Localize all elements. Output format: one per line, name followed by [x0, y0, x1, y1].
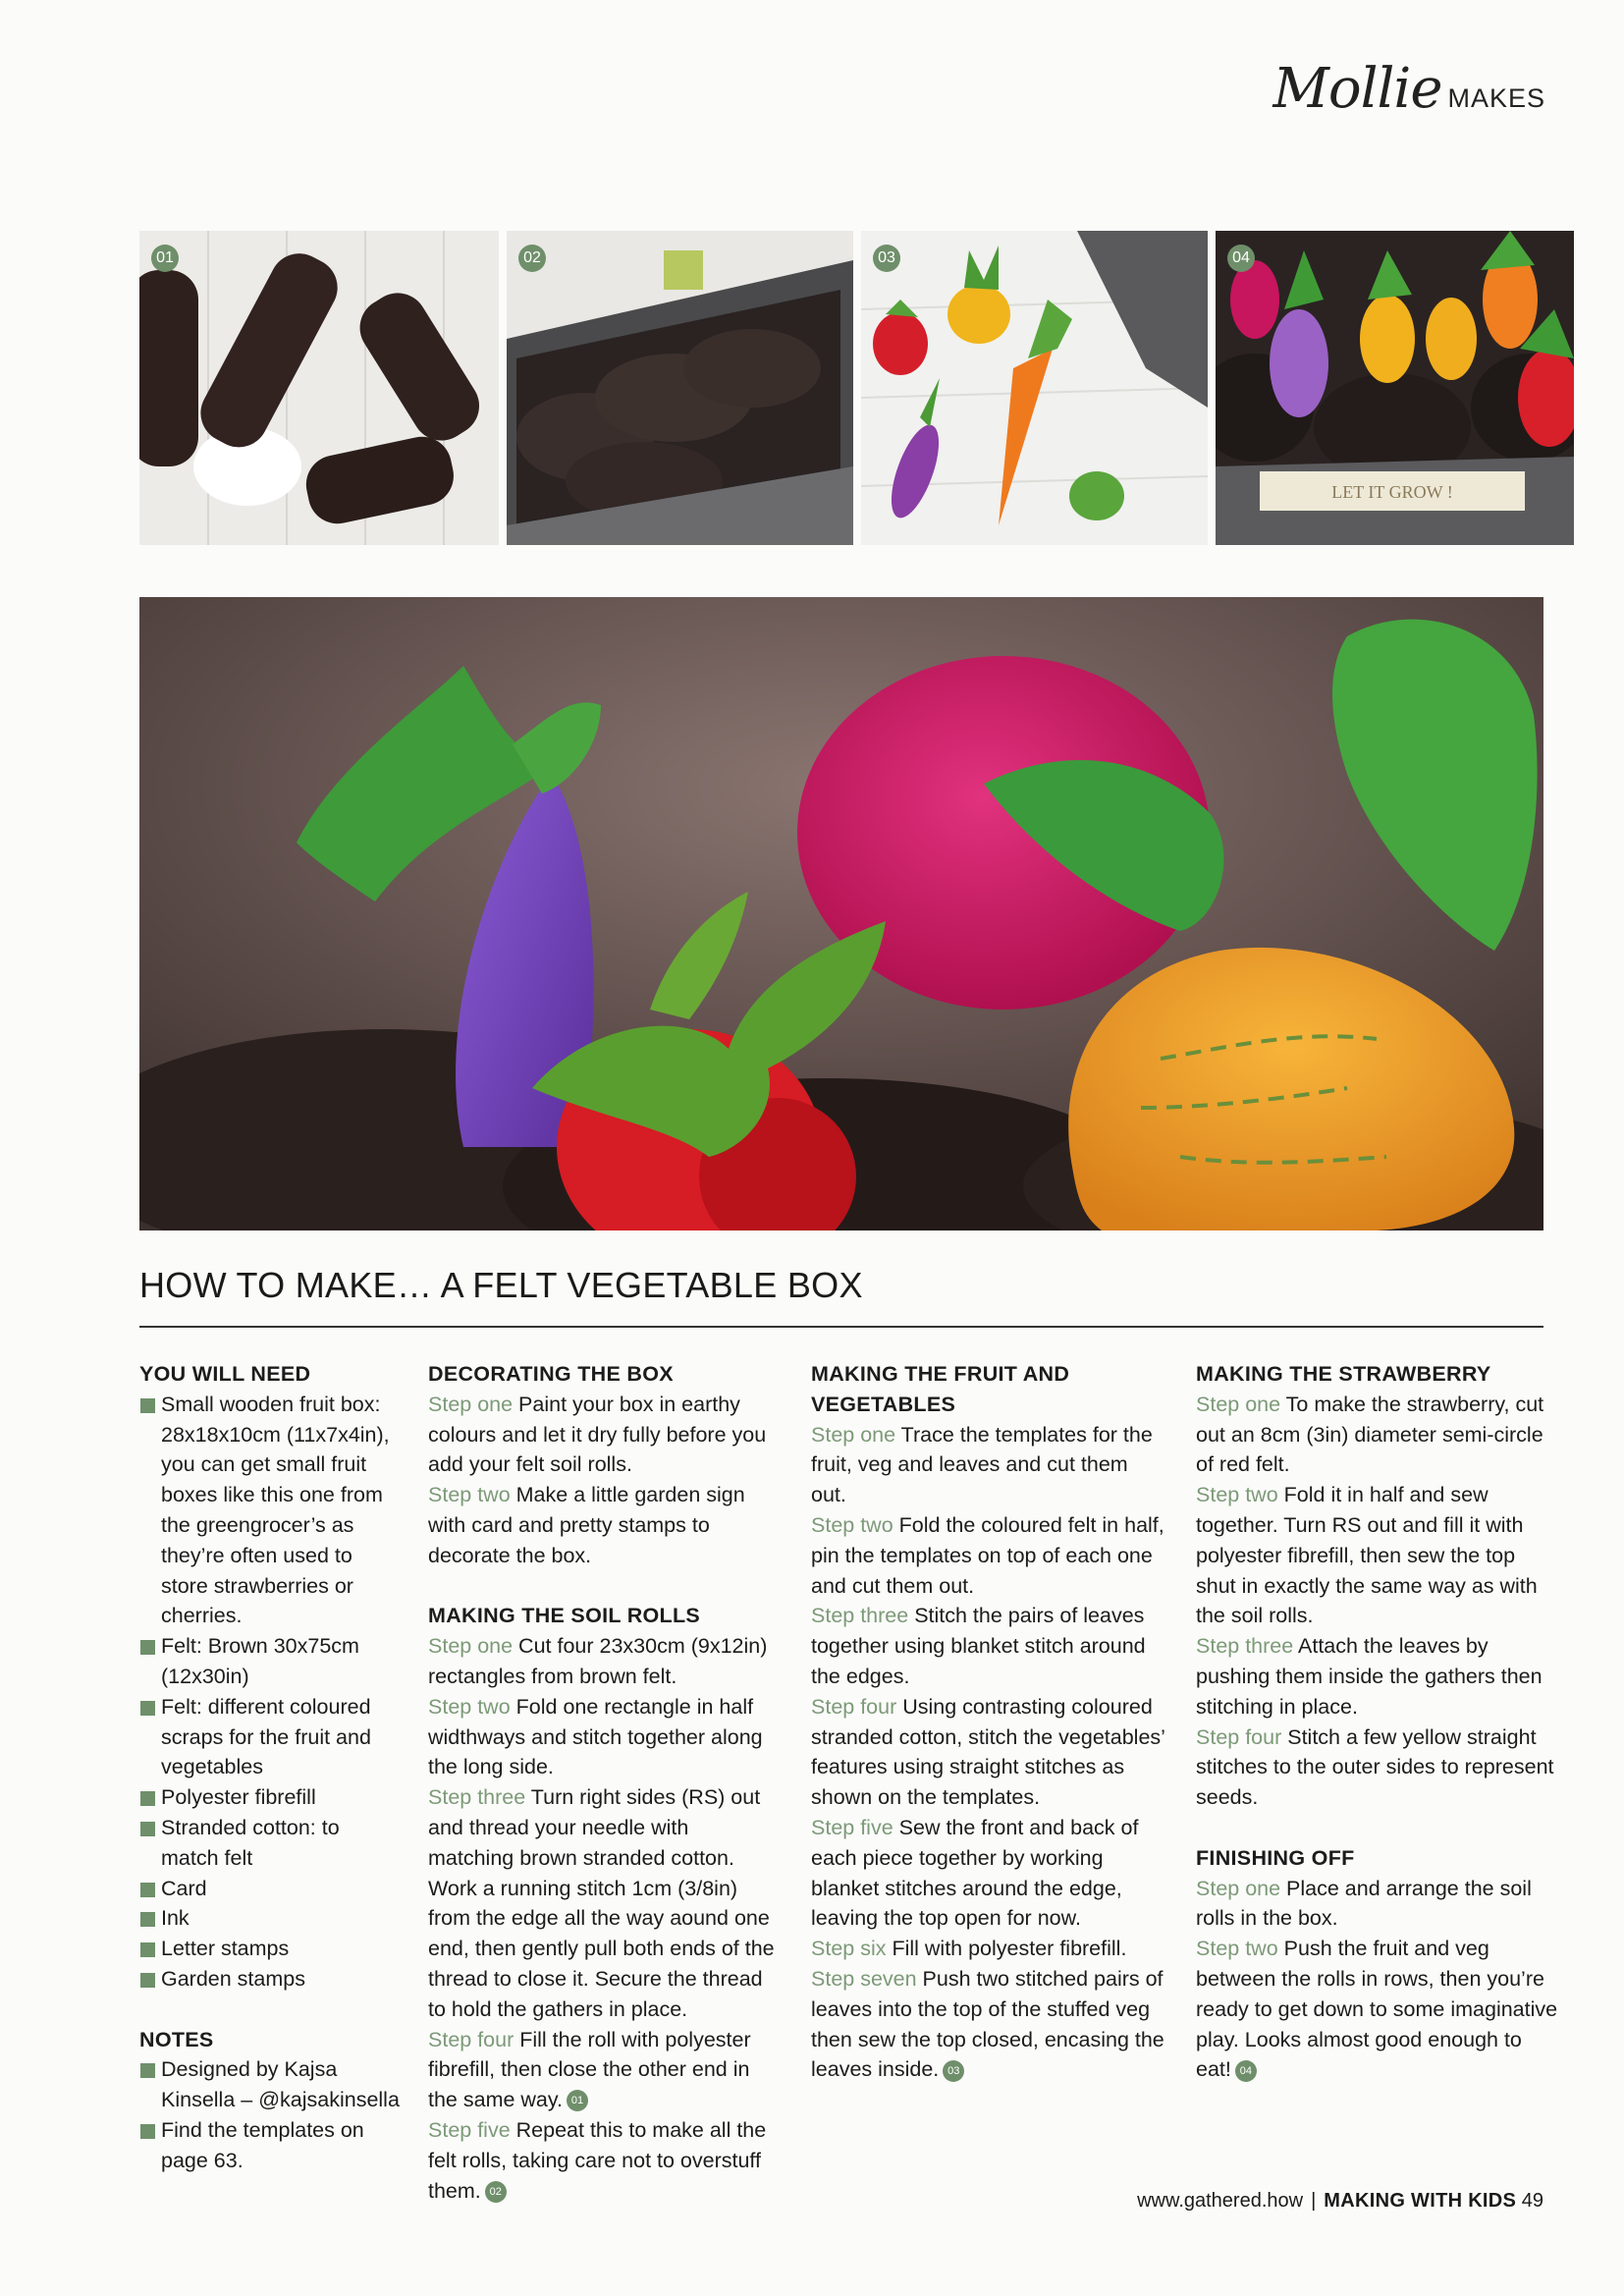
list-item: Designed by Kajsa Kinsella – @kajsakinsella — [139, 2054, 400, 2115]
title-rule — [139, 1326, 1543, 1328]
step-badge: 04 — [1227, 245, 1255, 272]
step-label: Step two — [811, 1512, 893, 1537]
step-label: Step one — [1196, 1392, 1281, 1416]
step-label: Step one — [811, 1422, 896, 1447]
step-paragraph: Step two Fold the coloured felt in half, pin the templates on top of each one and cut them out. — [811, 1512, 1164, 1598]
bullet-square-icon — [140, 1791, 155, 1806]
photo-ref-badge: 02 — [485, 2181, 507, 2203]
strawberry-heading: MAKING THE STRAWBERRY — [1196, 1362, 1491, 1386]
step-paragraph: Step one Cut four 23x30cm (9x12in) rectangles from brown felt. — [428, 1634, 768, 1688]
column-4 — [1196, 1359, 1559, 2085]
step-paragraph: Step five Sew the front and back of each piece together by working blanket stitches around the edge, leaving the top open for now. — [811, 1815, 1139, 1931]
step-paragraph: Step two Fold one rectangle in half widthways and stitch together along the long side. — [428, 1694, 763, 1779]
brand-logo — [1273, 57, 1545, 121]
decorating-heading: DECORATING THE BOX — [428, 1362, 674, 1386]
article-title: HOW TO MAKE… A FELT VEGETABLE BOX — [139, 1265, 863, 1305]
column-3 — [811, 1359, 1166, 2085]
brand-script: Mollie — [1272, 57, 1442, 121]
list-item: Garden stamps — [139, 1964, 400, 1995]
step-paragraph: Step two Push the fruit and veg between the rolls in rows, then you’re ready to get down to some imaginative play. Looks almost good enough to eat! 04 — [1196, 1937, 1558, 2082]
finishing-heading: FINISHING OFF — [1196, 1845, 1355, 1870]
step-paragraph: Step one Place and arrange the soil rolls in the box. — [1196, 1876, 1532, 1931]
step-paragraph: Step four Stitch a few yellow straight stitches to the outer sides to represent seeds. — [1196, 1724, 1554, 1810]
list-item: Small wooden fruit box: 28x18x10cm (11x7x4in), you can get small fruit boxes like this one from the greengrocer’s as they’re often used to store strawberries or cherries. — [139, 1390, 400, 1631]
step-paragraph: Step seven Push two stitched pairs of leaves into the top of the stuffed veg then sew the top closed, encasing the leaves inside. 03 — [811, 1966, 1164, 2082]
step-label: Step five — [428, 2117, 511, 2142]
bullet-square-icon — [140, 1398, 155, 1413]
step-label: Step three — [428, 1785, 526, 1810]
bullet-square-icon — [140, 2063, 155, 2078]
photo-ref-badge: 04 — [1235, 2060, 1257, 2082]
list-item: Polyester fibrefill — [139, 1782, 400, 1813]
step-badge: 01 — [151, 245, 179, 272]
step-label: Step two — [428, 1694, 511, 1719]
step-label: Step seven — [811, 1966, 917, 1991]
list-item: Felt: different coloured scraps for the fruit and vegetables — [139, 1692, 400, 1782]
step-label: Step one — [428, 1634, 514, 1659]
step-paragraph: Step one Trace the templates for the fruit, veg and leaves and cut them out. — [811, 1422, 1153, 1507]
notes-list — [139, 2054, 400, 2175]
step-label: Step three — [811, 1604, 909, 1628]
step-label: Step two — [1196, 1937, 1278, 1961]
bullet-square-icon — [140, 1912, 155, 1927]
bullet-square-icon — [140, 2124, 155, 2139]
step-paragraph: Step three Stitch the pairs of leaves together using blanket stitch around the edges. — [811, 1604, 1146, 1688]
soil-rolls-heading: MAKING THE SOIL ROLLS — [428, 1604, 701, 1628]
bullet-square-icon — [140, 1973, 155, 1988]
step-label: Step two — [1196, 1483, 1278, 1507]
photo-step-02 — [507, 231, 853, 545]
step-label: Step six — [811, 1937, 887, 1961]
footer-url[interactable]: www.gathered.how — [1137, 2190, 1304, 2212]
step-badge: 03 — [873, 245, 900, 272]
brand-makes: MAKES — [1447, 83, 1545, 113]
materials-list — [139, 1390, 400, 1995]
step-label: Step four — [428, 2027, 514, 2051]
column-1 — [139, 1359, 400, 2176]
step-label: Step one — [428, 1392, 514, 1416]
step-label: Step four — [811, 1694, 897, 1719]
step-paragraph: Step three Attach the leaves by pushing them inside the gathers then stitching in place. — [1196, 1634, 1543, 1719]
list-item: Felt: Brown 30x75cm (12x30in) — [139, 1631, 400, 1692]
page-number: 49 — [1521, 2190, 1543, 2212]
step-paragraph: Step two Fold it in half and sew together. Turn RS out and fill it with polyester fibrefill, then sew the top shut in exactly the same way as with the soil rolls. — [1196, 1483, 1538, 1628]
step-label: Step five — [811, 1815, 893, 1839]
step-label: Step one — [1196, 1876, 1281, 1900]
footer-separator: | — [1311, 2190, 1317, 2212]
step-paragraph: Step one Paint your box in earthy colours and let it dry fully before you add your felt soil rolls. — [428, 1392, 767, 1477]
step-badge: 02 — [518, 245, 546, 272]
photo-step-03 — [861, 231, 1208, 545]
list-item: Card — [139, 1874, 400, 1904]
step-label: Step two — [428, 1483, 511, 1507]
hero-photo — [139, 597, 1543, 1230]
bullet-square-icon — [140, 1701, 155, 1716]
photo-step-01 — [139, 231, 499, 545]
bullet-square-icon — [140, 1822, 155, 1836]
step-paragraph: Step one To make the strawberry, cut out an 8cm (3in) diameter semi-circle of red felt. — [1196, 1392, 1544, 1477]
list-item: Ink — [139, 1903, 400, 1934]
bullet-square-icon — [140, 1640, 155, 1655]
you-will-need-heading: YOU WILL NEED — [139, 1362, 311, 1386]
step-paragraph: Step six Fill with polyester fibrefill. — [811, 1937, 1127, 1961]
list-item: Stranded cotton: to match felt — [139, 1813, 400, 1874]
step-label: Step four — [1196, 1724, 1282, 1749]
photo-ref-badge: 03 — [943, 2060, 964, 2082]
page-footer — [1137, 2190, 1543, 2213]
column-2 — [428, 1359, 780, 2206]
garden-sign-text: LET IT GROW ! — [1331, 482, 1453, 502]
photo-step-04 — [1216, 231, 1574, 545]
list-item: Letter stamps — [139, 1934, 400, 1964]
step-paragraph: Step four Using contrasting coloured stranded cotton, stitch the vegetables’ features using straight stitches as shown on the templates. — [811, 1694, 1165, 1810]
fruit-veg-heading: MAKING THE FRUIT AND VEGETABLES — [811, 1362, 1070, 1416]
step-paragraph: Step four Fill the roll with polyester fibrefill, then close the other end in the same way. 01 — [428, 2027, 751, 2112]
footer-section: MAKING WITH KIDS — [1324, 2190, 1517, 2212]
bullet-square-icon — [140, 1883, 155, 1897]
step-label: Step three — [1196, 1634, 1294, 1659]
step-paragraph: Step three Turn right sides (RS) out and thread your needle with matching brown stranded cotton. Work a running stitch 1cm (3/8in) from the edge all the way aound one end, then gently pull both ends of the thread to close it. Secure the thread to hold the gathers in place. — [428, 1785, 775, 2021]
step-paragraph: Step five Repeat this to make all the felt rolls, taking care not to overstuff them. 02 — [428, 2117, 767, 2203]
photo-ref-badge: 01 — [567, 2090, 588, 2111]
list-item: Find the templates on page 63. — [139, 2115, 400, 2176]
step-paragraph: Step two Make a little garden sign with card and pretty stamps to decorate the box. — [428, 1483, 745, 1567]
bullet-square-icon — [140, 1942, 155, 1957]
notes-heading: NOTES — [139, 2027, 214, 2051]
